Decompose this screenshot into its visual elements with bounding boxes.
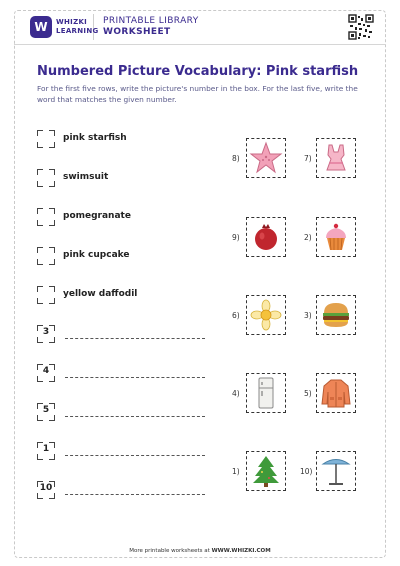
table-lamp-icon bbox=[316, 451, 356, 491]
starfish-icon bbox=[246, 138, 286, 178]
row-number: 4 bbox=[42, 366, 50, 376]
header-divider bbox=[14, 44, 386, 45]
row-number: 5 bbox=[42, 405, 50, 415]
answer-line[interactable] bbox=[65, 494, 205, 495]
swimsuit-icon bbox=[316, 138, 356, 178]
picture-label: 3) bbox=[304, 311, 312, 320]
worksheet-label: WORKSHEET bbox=[103, 27, 171, 37]
footer-link[interactable]: WWW.WHIZKI.COM bbox=[211, 548, 271, 554]
hamburger-icon bbox=[316, 295, 356, 335]
whizki-logo-icon: W bbox=[30, 16, 52, 38]
picture-label: 6) bbox=[232, 311, 240, 320]
number-box bbox=[37, 442, 55, 460]
answer-box[interactable] bbox=[37, 247, 55, 265]
refrigerator-icon bbox=[246, 373, 286, 413]
answer-box[interactable] bbox=[37, 169, 55, 187]
footer-text: More printable worksheets at bbox=[129, 548, 212, 554]
qr-code-icon bbox=[348, 14, 374, 40]
instructions: For the first five rows, write the picture's number in the box. For the last five, write the word that matches the given number. bbox=[37, 84, 358, 104]
number-box bbox=[37, 325, 55, 343]
vocab-word: yellow daffodil bbox=[63, 289, 138, 299]
answer-line[interactable] bbox=[65, 416, 205, 417]
footer bbox=[0, 548, 400, 554]
picture-label: 2) bbox=[304, 233, 312, 242]
row-number: 1 bbox=[42, 444, 50, 454]
picture-label: 8) bbox=[232, 154, 240, 163]
vocab-word: pink cupcake bbox=[63, 250, 130, 260]
pomegranate-icon bbox=[246, 217, 286, 257]
vocab-word: pink starfish bbox=[63, 133, 127, 143]
jacket-icon bbox=[316, 373, 356, 413]
number-box bbox=[37, 481, 55, 499]
brand-name bbox=[56, 18, 99, 36]
answer-box[interactable] bbox=[37, 208, 55, 226]
answer-line[interactable] bbox=[65, 377, 205, 378]
brand-line-2: LEARNING bbox=[56, 27, 99, 35]
library-label: PRINTABLE LIBRARY bbox=[103, 16, 199, 26]
cupcake-icon bbox=[316, 217, 356, 257]
picture-label: 1) bbox=[232, 467, 240, 476]
vocab-word: pomegranate bbox=[63, 211, 131, 221]
picture-label: 10) bbox=[300, 467, 313, 476]
picture-label: 5) bbox=[304, 389, 312, 398]
number-box bbox=[37, 403, 55, 421]
picture-label: 4) bbox=[232, 389, 240, 398]
answer-box[interactable] bbox=[37, 286, 55, 304]
daffodil-icon bbox=[246, 295, 286, 335]
number-box bbox=[37, 364, 55, 382]
pine-tree-icon bbox=[246, 451, 286, 491]
picture-label: 7) bbox=[304, 154, 312, 163]
row-number: 3 bbox=[42, 327, 50, 337]
brand-line-1: WHIZKI bbox=[56, 18, 88, 26]
row-number: 10 bbox=[39, 483, 53, 493]
worksheet-title: Numbered Picture Vocabulary: Pink starfish bbox=[37, 64, 359, 79]
vocab-word: swimsuit bbox=[63, 172, 109, 182]
answer-line[interactable] bbox=[65, 455, 205, 456]
answer-box[interactable] bbox=[37, 130, 55, 148]
answer-line[interactable] bbox=[65, 338, 205, 339]
picture-label: 9) bbox=[232, 233, 240, 242]
